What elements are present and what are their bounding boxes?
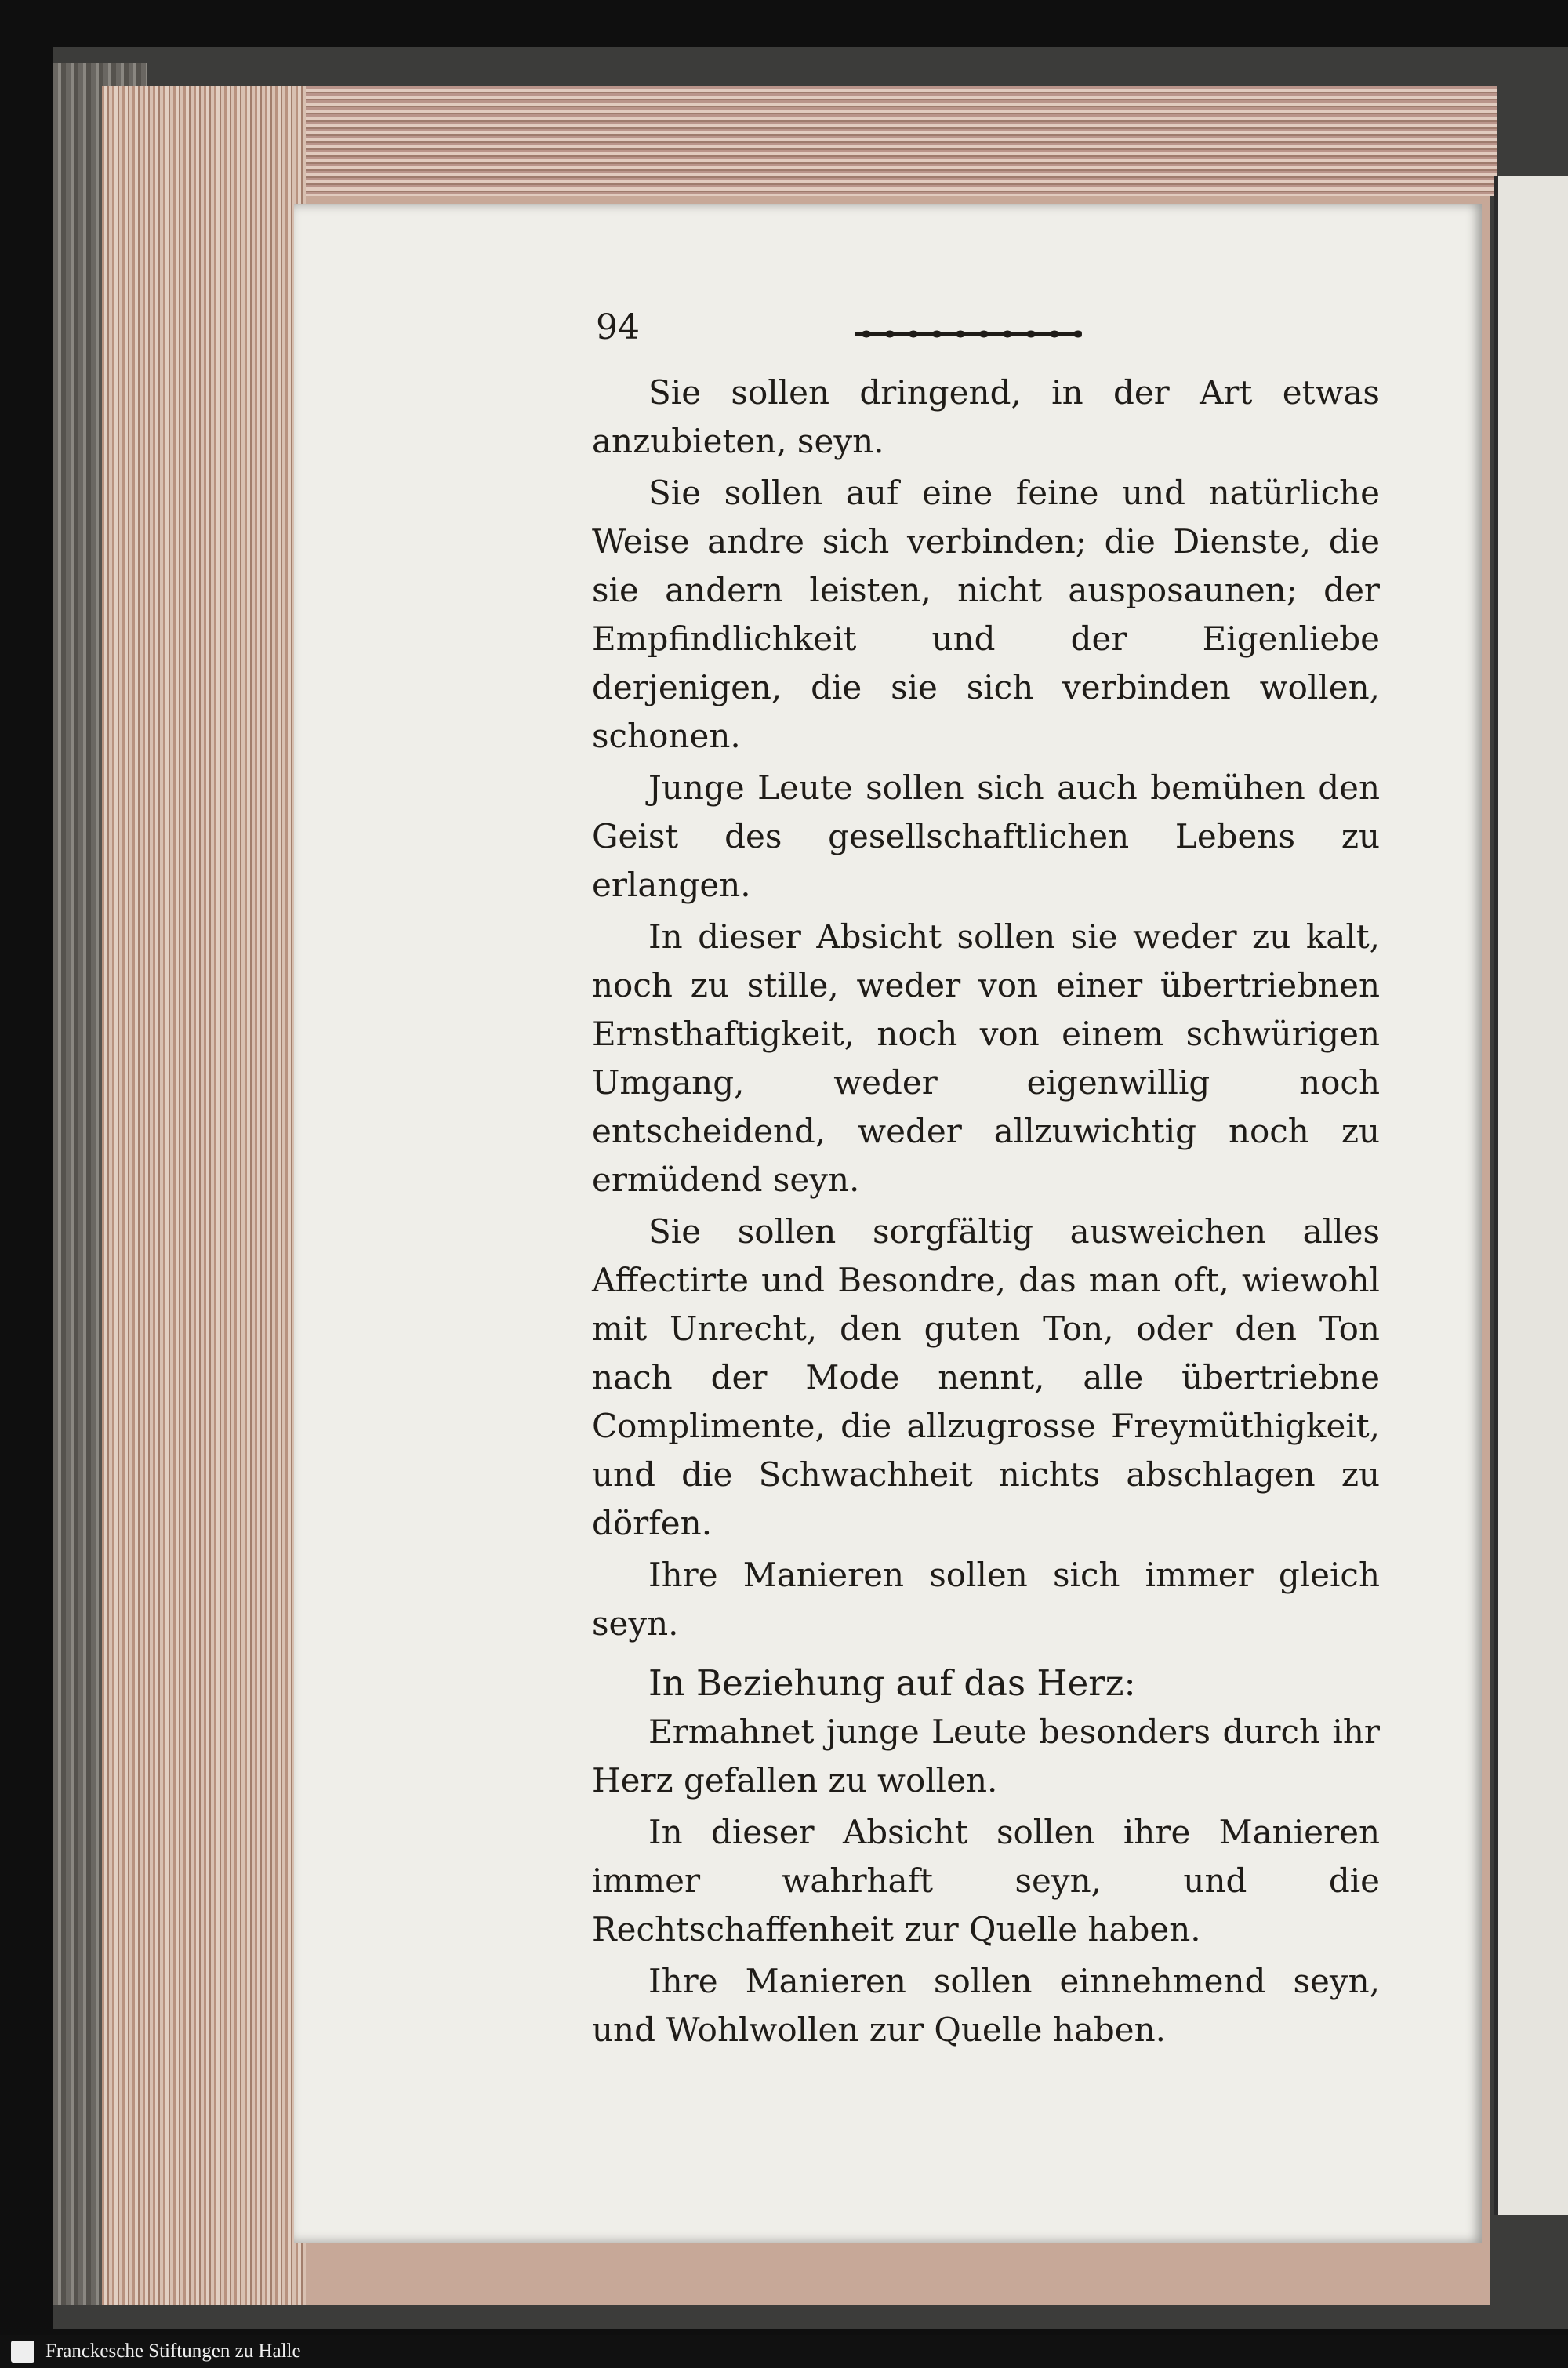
- paragraph: Ihre Manieren sollen sich immer gleich seyn.: [592, 1556, 1380, 1643]
- page-number: 94: [596, 307, 640, 347]
- page-top-edges: [102, 86, 1497, 196]
- paragraph: Sie sollen dringend, in der Art etwas anzubieten, seyn.: [592, 373, 1380, 460]
- paragraph: Sie sollen auf eine feine und natürliche Weise andre sich verbinden; die Dienste, die sie andern leisten, nicht ausposaunen; der Empfindlichkeit und der Eigenliebe derjenigen, die sie sich verbinden wollen, schonen.: [592, 474, 1380, 755]
- header-ornament-icon: [855, 326, 1082, 342]
- footer-credit: Franckesche Stiftungen zu Halle: [45, 2341, 301, 2362]
- institution-logo-icon: [11, 2341, 34, 2363]
- page-header: [596, 307, 1380, 354]
- facing-page: [1494, 176, 1568, 2215]
- paragraph: Junge Leute sollen sich auch bemühen den Geist des gesellschaftlichen Lebens zu erlangen.: [592, 768, 1380, 904]
- paragraph: Sie sollen sorgfältig ausweichen alles Affectirte und Besondre, das man oft, wiewohl mit Unrecht, den guten Ton, oder den Ton nach der Mode nennt, alle übertriebne Complimente, die allzugrosse Freymüthigkeit, und die Schwachheit nichts abschlagen zu dörfen.: [592, 1212, 1380, 1542]
- paragraph: In dieser Absicht sollen ihre Manieren immer wahrhaft seyn, und die Rechtschaffenheit zur Quelle haben.: [592, 1813, 1380, 1949]
- paragraph: Ihre Manieren sollen einnehmend seyn, und Wohlwollen zur Quelle haben.: [592, 1962, 1380, 2049]
- page-body: [592, 369, 1380, 2057]
- paragraph: Ermahnet junge Leute besonders durch ihr Herz gefallen zu wollen.: [592, 1712, 1380, 1800]
- page-side-edges: [102, 86, 306, 2305]
- section-heading: In Beziehung auf das Herz:: [648, 1662, 1136, 1704]
- paragraph: In dieser Absicht sollen sie weder zu kalt, noch zu stille, weder von einer übertriebnen Ernsthaftigkeit, noch von einem schwürigen Umgang, weder eigenwillig noch entscheidend, weder allzuwichtig noch zu ermüdend seyn.: [592, 917, 1380, 1199]
